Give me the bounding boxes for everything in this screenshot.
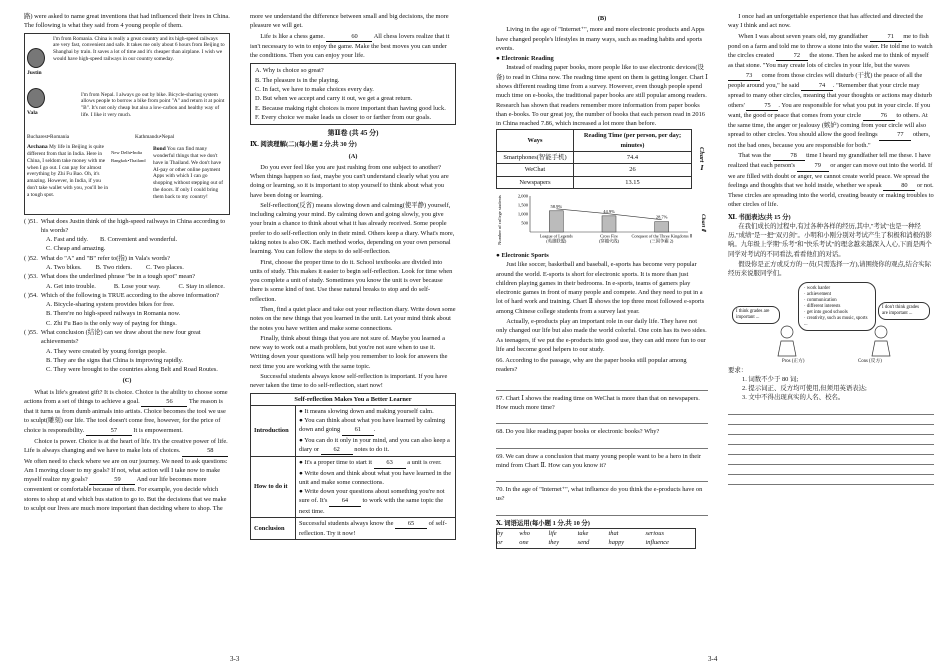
infographic [24, 33, 230, 215]
question-69: 69. We can draw a conclusion that many young people want to be a hero in their mind from Chart Ⅱ. How can you know it? [496, 452, 702, 469]
text: time I heard my grandfather tell me these. I have realized that each person's [728, 151, 931, 170]
blank-64[interactable]: 64 [329, 496, 361, 506]
writing-prompt: 在我们成长的过程中,有过各种各样的经历,其中,"考试"也是一种经历,"成绩"是一把"双刃剑"。小明和小刚分别对考试产生了积极和消极的影响。九年级上学期"乐考"和"快乐考试"的理念越来越深入人心,下面是两个同学对考试的不同看法,看看他们的对话。 [728, 222, 932, 258]
map-bangkok: Bangkok•Thailand [111, 157, 146, 163]
vala-speech [81, 92, 227, 120]
hint-item: · achievement [804, 291, 832, 297]
table-bullet [299, 458, 452, 468]
row-header-introduction: Introduction [251, 405, 296, 456]
hint-list [798, 282, 876, 332]
map-kathmandu: Kathmandu•Nepal [135, 133, 175, 140]
section-x-heading: Ⅹ. 词语运用(每小题 1 分,共 10 分) [496, 519, 590, 527]
option: B. Lose your way. [113, 282, 161, 290]
answer-line[interactable] [496, 376, 708, 391]
question-number: ( )54. [24, 291, 38, 299]
vala-avatar [27, 88, 71, 118]
passage-c-paragraph [24, 388, 230, 436]
con-label: Cons (反方) [858, 358, 882, 364]
requirements-title: 要求： [728, 366, 748, 374]
hint-item: · get into good schools [804, 309, 848, 315]
justin-speech [53, 36, 225, 64]
option: C. They were brought to the countries along Belt and Road Routes. [46, 366, 218, 374]
text: What is life's greatest gift? It is choice. Choice is the ability to choose some actions from a set of things to achieve a goal. [24, 388, 228, 405]
table-cell: 26 [574, 164, 692, 176]
student-pro-figure [772, 324, 802, 358]
passage-x-paragraph [728, 151, 934, 210]
vala-name: Vala [27, 110, 38, 117]
y-tick-label: 500 [521, 220, 528, 226]
word: that [608, 529, 619, 537]
word: by [497, 529, 504, 537]
blank-62[interactable]: 62 [321, 445, 353, 455]
question [24, 254, 230, 273]
option: C. Stay in silence. [178, 282, 225, 290]
option: B. There're no high-speed railways in Romania now. [46, 310, 181, 318]
table-cell [296, 405, 456, 456]
text: Life is like a chess game. [260, 32, 325, 40]
question-number: ( )51. [24, 217, 38, 225]
hint-item: · creativity, such as music, sports ... [804, 315, 868, 327]
option: C. Cheap and amazing. [46, 245, 106, 253]
table-cell [296, 457, 456, 518]
blank-58[interactable]: 58 [182, 446, 228, 456]
word: or [497, 539, 503, 547]
archana-speech [27, 144, 109, 199]
text: That was the [738, 151, 771, 159]
table-cell: Smartphones(智能手机) [497, 151, 574, 163]
justin-text: I'm from Romania. China is really a great country and its high-speed railways are very fast, convenient and safe. It takes me only about 6 hours from Beijing to Shanghai by train. It saves a lot of time and it's cheaper than airplane. I wish we would have high-speed railways in our country someday. [53, 35, 225, 63]
blank-57[interactable]: 57 [86, 426, 132, 436]
section-b-heading: (B) [597, 15, 607, 22]
option: D. But when we accept and carry it out, we get a great return. [255, 95, 413, 103]
question-text: What does the underlined phrase "be in a tough spot" mean? [40, 273, 196, 281]
justin-name: Justin [27, 70, 42, 77]
word: take [577, 529, 589, 537]
table-header: Ways [497, 130, 574, 152]
column-1 [24, 12, 230, 514]
passage-b-paragraph: Actually, e-products play an important role in our daily life. They have not only changed our life but also made the world colorful. One coin has its two sides. As teenagers, if we put the e-products into good use, they can add more fun to our life and become good helpers to our study. [496, 318, 707, 353]
option: A. Two bikes. [46, 263, 82, 271]
section-c-heading: (C) [122, 377, 132, 385]
passage-a-paragraph: First, choose the proper time to do it. School textbooks are divided into units of study. This makes it easier to begin self-reflection. Look for time when you complete a unit of study. Sometimes you know the unit is over because there is some kind of test. Use these natural breaks to stop and do self-reflection. [250, 258, 453, 303]
student-con-figure [866, 324, 896, 358]
blank-77[interactable]: 77 [879, 130, 911, 140]
option: B. Convenient and wonderful. [100, 236, 178, 244]
bond-speech [153, 146, 227, 201]
question-text: Which of the following is TRUE according to the above information? [40, 291, 219, 299]
text: ● It's a proper time to start it [299, 459, 372, 467]
text: to others. At the same time, the anger or jealousy (嫉妒) coming from your circle will also spread to other circles. You should allow the good feelings [728, 111, 928, 139]
esports-bar-chart [496, 192, 708, 248]
bar [655, 221, 669, 231]
question-70: 70. In the age of "Internet⁺", what influence do you think the e-products have on us? [496, 486, 703, 503]
y-axis-label: Number of college students [497, 194, 502, 245]
speech-bubble-left: I think grades are important ... [732, 306, 780, 324]
text: notes to do it. [354, 445, 390, 453]
option: A. Bicycle-sharing system provides bikes for free. [46, 301, 175, 309]
passage-x-paragraph [728, 32, 934, 150]
blank-74[interactable]: 74 [801, 81, 833, 91]
table-bullet: ● You can think about what you have learned by calming down and going 61 . [299, 416, 452, 436]
option: A. They were created by young foreign people. [46, 347, 167, 355]
speech-bubble-right: I don't think grades are important ... [878, 302, 930, 320]
x-tick-label: League of Legends (英雄联盟) [539, 233, 573, 244]
blank-63[interactable]: 63 [374, 458, 406, 468]
text: or anger can move out into the world. If we are filled with doubt or anger, we cannot create world peace. We spread the feelings and thoughts that we hold inside, whether we speak [728, 162, 933, 189]
data-label: 58.9% [550, 203, 563, 209]
avatar [27, 88, 45, 108]
requirement: 3. 文中不得出现真实的人名、校名。 [742, 394, 845, 402]
requirement: 2. 提示词正、反方均可使用,但须用英语表达; [742, 385, 867, 393]
y-tick-label: 1,500 [517, 202, 528, 208]
map-newdelhi: New Delhi•India [111, 149, 143, 155]
text: All chess lovers realize that it isn't necessary to win to enjoy the game. Make the best moves you can under the conditions. Then you can enjoy your life. [250, 32, 450, 60]
avatar [27, 48, 45, 68]
answer-line[interactable] [496, 438, 708, 449]
heading-electronic-reading: ● Electronic Reading [496, 55, 554, 63]
part-2-heading: 第Ⅱ卷 (共 45 分) [327, 129, 379, 138]
option: A. Why is choice so great? [255, 67, 324, 75]
hint-item: · communication [804, 297, 837, 303]
question [24, 328, 230, 374]
page-number-right: 3-4 [708, 654, 718, 663]
text: . "Remember that your circle may spread to many other circles, meaning that your thoughts or actions may disturb others' [728, 81, 932, 109]
option: F. Every choice we make leads us closer to or farther from our goals. [255, 113, 432, 121]
option: C. In fact, we have to make choices every day. [255, 85, 374, 93]
bar [549, 211, 563, 232]
text: ● You can think about what you have learned by calming down and going [299, 417, 446, 434]
option: A. Get into trouble. [46, 282, 96, 290]
table-title: Self-reflection Makes You a Better Learner [251, 393, 456, 405]
passage-b-paragraph: Just like soccer, basketball and baseball, e-sports has become very popular around the world. E-sports is short for electronic sports. It is more than just children playing games in their bedrooms. In e-sports, teams of gamers play electronic games in front of many people and compete. And they need to put in a lot of hard work and training. Chart Ⅱ shows the top three most followed e-sports among Chinese college students from a survey last year. [496, 261, 705, 315]
word: who [519, 529, 530, 537]
answer-line[interactable] [728, 445, 934, 455]
table-header: Reading Time (per person, per day; minutes) [574, 130, 692, 152]
text: others, not the bad ones, because you are responsible for both." [728, 131, 931, 149]
passage-a-paragraph: Finally, think about things that you are not sure of. Maybe you learned a new way to work out a math problem, but you're not sure when to use it. Writing down your questions will help you remember to look for answers the next time you are working with the same topic. [250, 334, 448, 370]
passage-a-paragraph: Then, find a quiet place and take out your reflection diary. Write down some notes on the new things that you learned in the unit. Let your mind think about the notes you have written and make some connections. [250, 306, 456, 332]
question-text: What do "A" and "B" refer to(指) in Vala's words? [40, 254, 170, 262]
answer-line[interactable] [728, 415, 934, 425]
question-number: ( )53. [24, 273, 38, 281]
option: B. Two riders. [95, 263, 133, 271]
word: they [548, 539, 560, 547]
table-cell [296, 517, 456, 540]
question-text: What does Justin think of the high-speed railways in China according to his words? [40, 217, 226, 234]
text: or not. These circles are spreading into the world, creating beauty or making troubles to other circles of life. [728, 181, 934, 209]
column-4 [728, 12, 934, 485]
word: serious [645, 529, 664, 537]
text: of self-reflection. Try it now! [299, 519, 447, 538]
option: B. The pleasure is in the playing. [255, 76, 340, 84]
text: We often need to check where we are on our journey. We need to ask questions: Am I moving closer to my goals? If not, what action will I take now to make myself realize my goals? [24, 457, 228, 484]
blank-61[interactable]: 61 [342, 425, 374, 435]
table-bullet: ● Write down and think about what you have learned in the unit and make some connections. [299, 469, 452, 486]
answer-line[interactable] [728, 465, 934, 475]
option: C. Two places. [146, 263, 184, 271]
text: ● You can do it only in your mind, and you can also keep a diary or [299, 436, 450, 453]
table-cell: 74.4 [574, 151, 692, 163]
text: It is empowerment. [133, 426, 183, 434]
passage-a-paragraph: Do you ever feel like you are just rushing from one subject to another? When things happen so fast, maybe you can't understand clearly what you are doing or learning, so it is important to stop yourself to think about what you have been doing or learning. [250, 163, 449, 199]
text: Choice is power. Choice is at the heart of life. It's the creative power of life. Life is always changing and we have to make lots of choices. [24, 438, 228, 455]
blank-56[interactable]: 56 [141, 397, 187, 407]
text: come from those circles will disturb (干扰) the peace of all the people around you," he said [728, 71, 923, 89]
table-bullet [299, 487, 452, 516]
answer-line[interactable] [728, 425, 934, 435]
questions-51-55 [24, 217, 230, 375]
answer-line[interactable] [496, 505, 708, 516]
bond-text: You can find many wonderful things that we don't have in Thailand. We don't have AI-pay or other online payment Apps with which I can go shopping without stepping out of the doors. If only I could bring them back to my country! [153, 145, 224, 201]
blank-78[interactable]: 78 [773, 151, 805, 161]
column-2 [250, 12, 456, 540]
blank-75[interactable]: 75 [746, 101, 778, 111]
section-a-heading: (A) [348, 152, 358, 160]
passage-x-paragraph: I once had an unforgettable experience that has affected and directed the way I think and act now. [728, 13, 924, 30]
word: happy [608, 539, 625, 547]
chart-1 [496, 129, 708, 188]
blank-72[interactable]: 72 [776, 51, 808, 61]
self-reflection-table [250, 393, 456, 541]
question-67: 67. Chart Ⅰ shows the reading time on WeChat is more than that on newspapers. How much more time? [496, 394, 700, 411]
text: ● Write down your questions about something you're not sure of. It's [299, 488, 445, 505]
option: E. Because making right choices is more important than having good luck. [255, 104, 446, 112]
map-bucharest: Bucharest•Romania [27, 133, 70, 140]
justin-avatar [27, 48, 45, 78]
passage-b-paragraph: Living in the age of "Internet⁺", more and more electronic products and Apps have changed people's lifestyles in many ways, such as reading habits and sports events. [496, 26, 705, 52]
passage-a-paragraph: Successful students always know self-reflection is important. If you have never taken the time to do self-reflection, start now! [250, 372, 448, 390]
blank-59[interactable]: 59 [89, 475, 135, 485]
blank-76[interactable]: 76 [863, 111, 895, 121]
word: one [519, 539, 529, 547]
question-66: 66. According to the passage, why are the paper books still popular among readers? [496, 357, 687, 374]
passage-c-paragraph: more we understand the difference between small and big decisions, the more pleasure we will get. [250, 13, 449, 30]
chart-2 [496, 192, 708, 251]
text: When I was about seven years old, my grandfather [738, 32, 868, 40]
writing-prompt: 假设你是正方或反方的一员(只需选择一方),请围绕你的观点,结合实际经历来说服同学们。 [728, 261, 932, 278]
word: send [577, 539, 590, 547]
answer-line[interactable] [728, 405, 934, 415]
y-tick-label: 1,000 [517, 211, 528, 217]
bond-name: Bond [153, 145, 166, 152]
blank-71[interactable]: 71 [870, 32, 902, 42]
option: B. They are the signs that China is improving rapidly. [46, 356, 184, 364]
table-cell: Newspapers [497, 176, 574, 188]
text: And our life becomes more convenient or comfortable because of them. For example, you decide which stores to shop at and which bus station to go to. But the decisions that we make to sculpt our lives are much more important than deciding where to shop. The [24, 476, 227, 512]
text: me to fish pond on a farm and told me to throw a stone into the water. He told me to watch the circles created [728, 32, 933, 60]
section-ix-heading: Ⅸ. 阅读理解(二)(每小题 2 分,共 30 分) [250, 141, 357, 149]
answer-line[interactable] [496, 471, 708, 482]
x-tick-label: Conquest of the Three Kingdoms Ⅱ (三国争霸 2) [631, 233, 692, 244]
passage-a-paragraph: Self-reflection(反省) means slowing down and calming(使平静) yourself, including calming your mind. By calming down and going slowly, you give your brain a chance to think about what it has already received. Some people prefer to do self-reflection only in their mind. Others keep a diary. What's more, taking notes is also OK. Each method works, depending on your own personal learning. You can follow the steps to do self-reflection. [250, 201, 455, 256]
blank-60[interactable]: 60 [326, 32, 372, 42]
word: influence [645, 539, 669, 547]
question-68: 68. Do you like reading paper books or electronic books? Why? [496, 428, 660, 436]
column-3 [496, 12, 708, 549]
writing-lines[interactable] [728, 405, 934, 485]
word-bank [496, 528, 696, 549]
row-header-how-to: How to do it [251, 457, 296, 518]
blank-65[interactable]: 65 [395, 519, 427, 529]
passage-b-paragraph: Instead of reading paper books, more people like to use electronic devices(设备) to read in China now. The reading time spent on them is getting longer. Chart Ⅰ shows different reading time from a survey. However, even though people spend much time on e-books, the traditional paper books are still popular among readers. Research has shown that readers remember more information from paper books than e-books. To our great joy, the number of books that each person read in 2016 in China reached 7.86, which increased a lot more than before. [496, 64, 708, 128]
passage-c-paragraph [250, 32, 456, 61]
data-label: 28.7% [655, 214, 668, 220]
archana-name: Archana [27, 143, 48, 150]
blank-80[interactable]: 80 [883, 181, 915, 191]
text: Successful students always know the [299, 519, 394, 527]
page-number-left: 3-3 [230, 654, 240, 663]
text: a unit is over. [407, 459, 442, 467]
table-cell: WeChat [497, 164, 574, 176]
reading-time-table [496, 129, 692, 188]
text: . You are responsible for what you put in your circle. If you want, the good or peace that comes from your circle [728, 101, 931, 119]
debate-illustration [728, 280, 934, 366]
archana-text: My life in Beijing is quite different from that in India. Here in China, I seldom take money with me when I go out. I can pay for almost everything by Zhi Fu Bao. Oh, it's amazing. However, in India, if you don't take wallet with you, you'll be in a tough spot. [27, 143, 109, 199]
hint-item: · work harder [804, 285, 831, 291]
row-header-conclusion: Conclusion [251, 517, 296, 540]
blank-79[interactable]: 79 [797, 161, 829, 171]
text: to work with the same topic the next time. [299, 497, 444, 515]
passage-c-paragraph [24, 437, 230, 513]
question-number: ( )55. [24, 328, 38, 336]
section-xi-heading: Ⅺ. 书面表达(共 15 分) [728, 213, 791, 221]
table-bullet: ● It means slowing down and making yourself calm. [299, 407, 434, 415]
options-box [250, 63, 456, 125]
option: C. Zhi Fu Bao is the only way of paying for things. [46, 319, 177, 327]
question-text: What conclusion (结论) can we draw about the new four great achievements? [40, 328, 201, 346]
word: life [548, 529, 557, 537]
data-label: 44.9% [603, 208, 615, 214]
option: A. Fast and tidy. [46, 236, 89, 244]
heading-electronic-sports: ● Electronic Sports [496, 252, 549, 260]
pro-label: Pros (正方) [782, 358, 805, 364]
answer-line[interactable] [728, 435, 934, 445]
question [24, 272, 230, 291]
reading-intro: 路) were asked to name great inventions that had influenced their lives in China. The following is what they said from 4 young people of them. [24, 13, 230, 30]
requirement: 1. 词数不少于 80 词; [742, 375, 799, 383]
x-tick-label: Cross Fire (穿越火线) [598, 233, 620, 244]
blank-73[interactable]: 73 [728, 71, 760, 81]
text: the stone. Then he asked me to think of myself as that stone. "You may create lots of circles in your life, but the waves [728, 52, 929, 70]
text: The reason is that it turns us from dumb animals into artists. Choice becomes the tool we use to sculpt(雕刻) our life. The tool doesn't come free, however, for the price of choice is responsibility. [24, 397, 226, 434]
question [24, 217, 230, 254]
y-tick-label: 2,000 [517, 193, 528, 199]
chart-1-label: Chart Ⅰ [698, 147, 705, 173]
bar [602, 216, 616, 232]
requirements [728, 366, 934, 403]
answer-line[interactable] [496, 413, 708, 424]
question-number: ( )52. [24, 254, 38, 262]
table-bullet [299, 436, 452, 456]
vala-text: I'm from Nepal. I always go out by bike. Bicycle-sharing system allows people to borrow a bike from point "A" and return it at point "B". It's not only cheap but also a low-carbon and healthy way of life. I like it very much. [81, 91, 225, 119]
answer-line[interactable] [728, 475, 934, 485]
hint-item: · different interests [804, 303, 841, 309]
table-cell: 13.15 [574, 176, 692, 188]
question [24, 291, 230, 328]
chart-2-label: Chart Ⅱ [700, 213, 706, 232]
answer-line[interactable] [728, 455, 934, 465]
